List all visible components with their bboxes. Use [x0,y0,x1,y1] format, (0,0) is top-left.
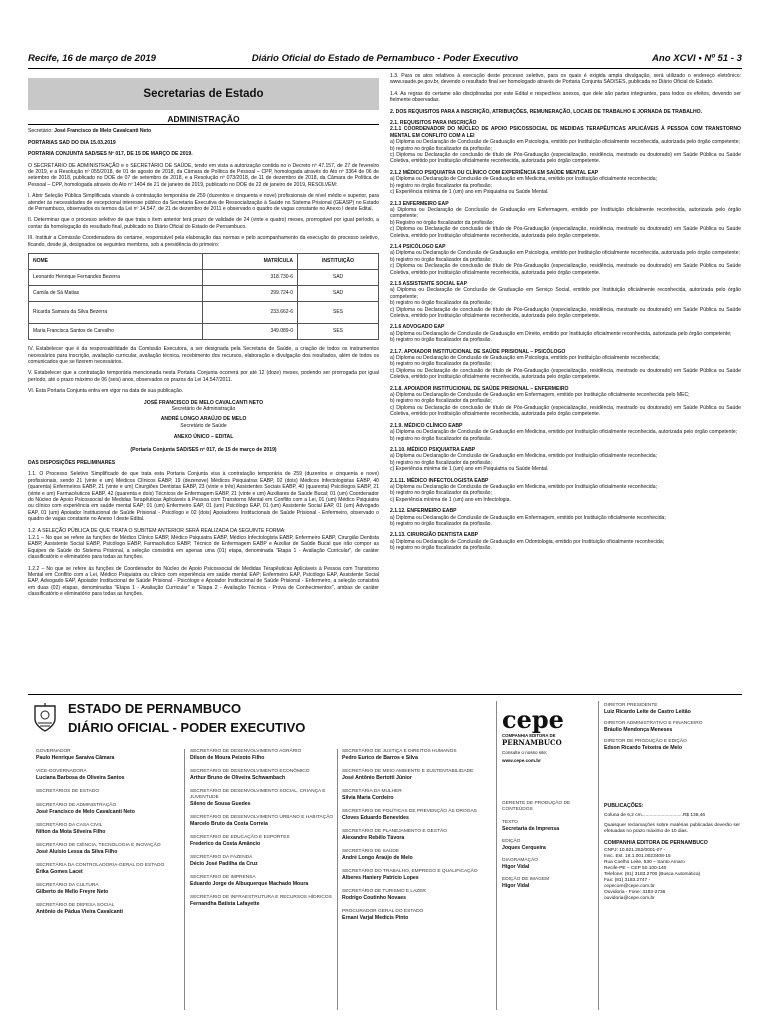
masthead-role: SECRETÁRIA DA CONTROLADORIA-GERAL DO ESTADO [36,863,165,868]
masthead-entry [190,895,335,907]
masthead-entry [36,803,186,815]
cell-matricula: 349.089-0 [203,324,298,340]
col-header-nome: NOME [29,254,203,270]
masthead-person: Rodrigo Coutinho Novaes [342,895,406,901]
table-row [29,302,379,324]
masthead-entry [36,749,186,761]
masthead-entry [342,749,492,761]
paragraph: III. Instituir a Comissão Coordenadora do certame, responsável pela elaboração das normas e pelo acompanhamento da execução do processo seletivo, ficando, desde já, designados os seguintes membros, sob a presidência do primeiro: [28,235,379,248]
company-details [604,848,740,902]
cepe-pe: PERNAMBUCO [502,738,562,747]
masthead-subtitle: DIÁRIO OFICIAL - PODER EXECUTIVO [68,720,306,735]
masthead-role: SECRETÁRIO DE DESENVOLVIMENTO AGRÁRIO [190,749,302,754]
masthead-person: Gilberto de Mello Freyre Neto [36,889,109,895]
masthead-footer [28,694,742,1014]
requirements-text: a) Diploma ou Declaração de Conclusão de Graduação em Direito, emitido por Instituição oficialmente reconhecida, autorizada pelo órgão competente; b) registro no órgão fiscalizador da profissão. [390,330,732,344]
subsection-heading: 2.1.8. APOIADOR INSTITUCIONAL DE SAÚDE PRISIONAL – ENFERMEIRO [390,385,569,392]
subsection-heading: 2.1.4 PSICÓLOGO EAP [390,243,446,250]
masthead-role: SECRETÁRIO DE POLÍTICAS DE PREVENÇÃO ÀS DROGAS [342,809,477,814]
masthead-role: SECRETÁRIO DE MEIO AMBIENTE E SUSTENTABILIDADE [342,769,474,774]
masthead-role: SECRETÁRIO DE PLANEJAMENTO E GESTÃO [342,829,447,834]
portaria-title: PORTARIA CONJUNTA SAD/SES Nº 017, DE 15 DE MARÇO DE 2019. [28,151,193,158]
masthead-entry [342,809,492,821]
masthead-entry [502,820,592,832]
divider [598,701,599,1010]
subsection-heading: 2.1.3 ENFERMEIRO EAP [390,200,449,207]
masthead-role: SECRETÁRIO DE ADMINISTRAÇÃO [36,803,117,808]
company-detail-line: cepecom@cepe.com.br [604,884,655,889]
paragraph: IV. Estabelecer que é da responsabilidade da Comissão Executora, a ser designada pela Secretaria de Saúde, a criação de todos os instrumentos necessários para inscrição, avaliação curricular, avaliação técnica, recebimento dos recursos, elaboração e divulgação dos resultados, além de todos os comunicados que se fizerem necessários. [28,346,379,365]
masthead-person: Frederico da Costa Amâncio [190,841,261,847]
masthead-role: EDIÇÃO DE IMAGEM [502,877,550,882]
cell-nome: Leonardo Henrique Fernandes Bezerra [29,270,203,286]
masthead-role: DIAGRAMAÇÃO [502,858,538,863]
table-row [29,270,379,286]
masthead-entry [36,903,186,915]
masthead-entry [190,855,335,867]
masthead-person: Luiz Ricardo Leite de Castro Leitão [604,709,691,715]
commission-table [28,253,379,340]
requirements-text: a) Diploma ou Declaração de Conclusão de Graduação em Serviço Social, emitido por Instituição oficialmente reconhecida, autorizada pelo órgão competente; b) registro no órgão fiscalizador da profissão; c) Diploma ou Declaração de conclusão de título de Pós-Graduação (especialização, residência, mestrado ou doutorado) em Saúde Pública ou Saúde Coletiva, emitido por Instituição oficialmente reconhecida, autorizada pelo órgão competente. [390,287,741,319]
masthead-entry [36,823,186,835]
masthead-person: Sileno de Sousa Guedes [190,801,251,807]
masthead-entry [190,769,335,781]
masthead-person: Higor Vidal [502,864,530,870]
cepe-wordmark: cepe [502,705,564,734]
signature-name: ANDRÉ LONGO ARAÚJO DE MELO [160,416,247,423]
masthead-entry [342,889,492,901]
company-detail-line: Insc. Est. 18.1.001.0023408-15 [604,854,671,859]
masthead-entry [36,789,186,795]
masthead-title: ESTADO DE PERNAMBUCO [68,701,242,716]
company-detail-line: Telefone: (81) 3183.2700 (Busca Automática) [604,872,701,877]
annex-title: ANEXO ÚNICO – EDITAL [173,434,234,441]
masthead-person: Luciana Barbosa de Oliveira Santos [36,775,125,781]
masthead-entry [502,839,592,851]
secretary-name: José Francisco de Melo Cavalcanti Neto [54,128,152,135]
cell-instituicao: SES [298,302,379,324]
masthead-role: GOVERNADOR [36,749,71,754]
masthead-person: Silvia Maria Cordeiro [342,795,394,801]
masthead-role: SECRETÁRIO DE JUSTIÇA E DIREITOS HUMANOS [342,749,457,754]
masthead-person: Secretaria de Imprensa [502,826,560,832]
masthead-role: SECRETÁRIO DE DESENVOLVIMENTO SOCIAL, CRIANÇA E JUVENTUDE [190,789,326,800]
masthead-role: DIRETOR ADMINISTRATIVO E FINANCEIRO [604,721,703,726]
masthead-entry [36,863,186,875]
masthead-entry [190,875,335,887]
paragraph: VI. Esta Portaria Conjunta entra em vigor na data de sua publicação. [28,388,184,395]
masthead-person: José Francisco de Melo Cavalcanti Neto [36,809,135,815]
cell-nome: Ricarda Samara da Silva Bezerra [29,302,203,324]
signature-role: Secretário de Saúde [180,422,227,429]
divider [337,749,338,1010]
signature-role: Secretário de Administração [171,405,236,412]
subsection-heading: 2.1.9. MÉDICO CLÍNICO EABP [390,422,463,429]
publications-box [604,803,740,902]
cell-instituicao: SAD [298,270,379,286]
masthead-person: Cloves Eduardo Benevides [342,815,409,821]
masthead-entry [604,739,734,751]
cell-nome: Maria Francisca Santos de Carvalho [29,324,203,340]
portarias-line: PORTARIAS SAD DO DIA 15.03.2019 [28,139,116,146]
cell-matricula: 318.730-6 [203,270,298,286]
secretary-line: Secretário: José Francisco de Melo Cavalcanti Neto [28,128,152,135]
masthead-role: SECRETÁRIO DE SAÚDE [342,849,400,854]
masthead-person: Antônio de Pádua Vieira Cavalcanti [36,909,123,915]
masthead-role: SECRETÁRIO DE DESENVOLVIMENTO URBANO E HABITAÇÃO [190,815,334,820]
page-header [28,53,742,67]
site-link[interactable]: www.cepe.com.br [502,758,541,763]
masthead-entry [342,849,492,861]
subsection-heading: 2.1.12. ENFERMEIRO EABP [390,508,457,515]
department-title: ADMINISTRAÇÃO [28,116,379,125]
section-heading: 2. DOS REQUISITOS PARA A INSCRIÇÃO, ATRIBUIÇÕES, REMUNERAÇÃO, LOCAIS DE TRABALHO E JORNADA DE TRABALHO. [390,108,703,115]
company-detail-line: Rua Coelho Leite, 530 – Santo Amaro [604,860,685,865]
masthead-entry [36,769,186,781]
masthead-entry [36,843,186,855]
requirements-text: a) Diploma ou Declaração de Conclusão de Graduação em Psicologia, emitido por Instituição oficialmente reconhecida, autorizada pelo órgão competente; b) registro no órgão fiscalizador da profissão; c) Diploma ou Declaração de conclusão de título de Pós-Graduação (especialização, residência, mestrado ou doutorado) em Saúde Pública ou Saúde Coletiva, emitido por Instituição oficialmente reconhecida, autorizada pelo órgão competente. [390,139,741,165]
masthead-entry [604,721,734,733]
masthead-person: Marcelo Bruto da Costa Correia [190,821,268,827]
paragraph: O SECRETÁRIO DE ADMINISTRAÇÃO e o SECRETÁRIO DE SAÚDE, tendo em vista a autorização contida no o Decreto nº 47.157, de 27 de fevereiro de 2019, e a Resolução nº 055/2018, de 01 de agosto de 2018, da Câmara de Política de Pessoal – CPP, homologada através do Ato nº 3364 de 06 de setembro de 2018, publicado no DOE de 07 de setembro de 2018, e a Resolução nº 073/2018, de 11 de dezembro de 2018, da Câmara de Política de Pessoal – CPP, homologada através do Ato nº 1404 de 21 de janeiro de 2019, publicado no DOE de 22 de janeiro de 2019, RESOLVEM: [28,162,379,188]
masthead-entry [502,858,592,870]
subsection-heading: 2.1.13. CIRURGIÃO DENTISTA EABP [390,532,479,539]
paragraph: 1.3. Para os atos relativos à execução deste processo seletivo, para os quais é exigida ampla divulgação, será utilizado o endereço eletrônico: www.saude.pe.gov.br, devendo o resultado final ser homologado através de Portaria Conjunta SAD/SES, publicada no Diário Oficial do Estado. [390,73,741,86]
masthead-entry [190,749,335,761]
masthead-role: SECRETÁRIO DA CULTURA [36,883,99,888]
masthead-role: EDIÇÃO [502,839,521,844]
requirements-text: a) Diploma ou Declaração de Conclusão de Graduação em Medicina, emitido por Instituição oficialmente reconhecida, autorizada pelo órgão competente; b) registro no órgão fiscalizador da profissão. [390,429,738,442]
state-coat-of-arms-icon [32,703,58,733]
subsection-heading: 2.1.6 ADVOGADO EAP [390,324,445,331]
masthead-person: Eduardo Jorge de Albuquerque Machado Moura [190,881,309,887]
company-detail-line: CNPJ: 10.921.252/0001-07 - [604,848,666,853]
masthead-entry [342,829,492,841]
masthead-role: SECRETÁRIO DE INFRAESTRUTURA E RECURSOS HÍDRICOS [190,895,332,900]
paragraph: V. Estabelecer que a contratação temporária mencionada nesta Portaria Conjunta ocorrerá por até 12 (doze) meses, podendo ser prorrogada por igual período, até o prazo máximo de 06 (seis) anos, observados os prazos da Lei 14.547/2011. [28,370,379,383]
right-column [390,73,741,557]
table-header-row [29,254,379,270]
left-column [28,73,379,603]
signature-name: JOSÉ FRANCISCO DE MELO CAVALCANTI NETO [143,399,264,406]
masthead-person: Fernandha Batista Lafayette [190,901,260,907]
masthead-col-4 [502,801,592,896]
subsection-heading: 2.1.1 COORDENADOR DO NÚCLEO DE APOIO PSICOSSOCIAL DE MEDIDAS TERAPÊUTICAS APLICÁVEIS À PESSOA COM TRANSTORNO MENTAL EM CONFLITO COM A LEI [390,126,741,139]
publications-price: Coluna de 6,2 cm...............................R$ 138,46 [604,813,706,818]
masthead-entry [502,877,592,889]
requirements-text: a) Diploma ou Declaração de Conclusão de Graduação em Enfermagem, emitido por Instituição oficialmente reconhecida, autorizada pelo órgão competente; b) Registro no órgão fiscalizador da profissão; c) Diploma ou Declaração de conclusão de título de Pós-Graduação (especialização, residência, mestrado ou doutorado) em Saúde Pública ou Saúde Coletiva, emitido por Instituição oficialmente reconhecida, autorizada pelo órgão competente. [390,206,741,239]
masthead-person: Alberes Haniery Patrício Lopes [342,875,419,881]
masthead-person: Décio José Padilha da Cruz [190,861,258,867]
cell-instituicao: SES [298,324,379,340]
masthead-role: SECRETÁRIO DE TURISMO E LAZER [342,889,426,894]
cell-nome: Camila de Sá Matias [29,286,203,302]
company-detail-line: Recife-PE – CEP 50.100-140 [604,866,667,871]
paragraph: 1.2.1 – No que se refere às funções de Médico Clínico EABP, Médico Psiquiatra EABP, Médico Infectologista EABP, Enfermeiro EABP, Cirurgião Dentista EABP, Assistente Social EABP, Psicólogo EABP, Farmacêutico EABP, Técnico de Enfermagem EABP e Auxiliar de Saúde Bucal que irão compor as Equipes de Saúde do Sistema Prisional, a seleção consistirá em apenas uma (01) etapa, denominada "Etapa 1 - Avaliação Curricular", de caráter classificatório e eliminatório para todas as funções. [28,535,379,561]
company-detail-line: Ouvidoria - Fone: 3183-2736 [604,890,666,895]
masthead-person: Bráulio Mendonça Meneses [604,727,673,733]
paragraph: I. Abrir Seleção Pública Simplificada visando à contratação temporária de 259 (duzentos e cinquenta e nove) profissionais de nível médio e superior, para atender às necessidades de excepcional interesse público da Secretaria Executiva de Ressocialização à Saúde no Sistema Prisional (GEASP) no Estado de Pernambuco, observados os termos da Lei nº 14.547, de 21 de dezembro de 2011 e observado o quadro de vagas constante no Anexo I deste Edital. [28,193,379,213]
subsection-heading: 2.1.11. MÉDICO INFECTOLOGISTA EABP [390,477,489,484]
table-row [29,324,379,340]
cepe-logo [502,705,592,763]
masthead-entry [604,703,734,715]
annex-subtitle: (Portaria Conjunta SAD/SES nº 017, de 15 de março de 2019) [130,446,277,453]
masthead-entry [190,815,335,827]
requirements-text: a) Diploma ou Declaração de Conclusão de Graduação em Medicina, emitido por Instituição oficialmente reconhecida; b) registro no órgão fiscalizador da profissão; c) Experiência mínima de 1 (um) ano em Psiquiatria ou Saúde Mental. [390,176,657,196]
col-header-matricula: MATRÍCULA [203,254,298,270]
masthead-role: SECRETÁRIO DE IMPRENSA [190,875,256,880]
masthead-person: Alexandre Rebêlo Távora [342,835,405,841]
company-name: COMPANHIA EDITORA DE PERNAMBUCO [604,840,708,846]
masthead-role: SECRETÁRIA DA MULHER [342,789,402,794]
masthead-entry [342,769,492,781]
requirements-text: a) Diploma ou Declaração de Conclusão de Graduação em Psicologia, emitido por Instituição oficialmente reconhecida; b) registro no órgão fiscalizador da profissão; c) Diploma ou Declaração de conclusão de título de Pós-Graduação (especialização, residência, mestrado ou doutorado) em Saúde Pública ou Saúde Coletiva, emitido por Instituição oficialmente reconhecida, autorizada pelo órgão competente. [390,355,741,381]
masthead-person: Arthur Bruno de Oliveira Schwambach [190,775,286,781]
requirements-text: a) Diploma ou Declaração de Conclusão de Graduação em Enfermagem, emitido por Instituição oficialmente reconhecida; b) registro no órgão fiscalizador da profissão. [390,514,666,527]
masthead-col-1 [36,749,186,923]
masthead-person: Joques Cerqueira [502,845,546,851]
header-edition: Ano XCVI • Nº 51 - 3 [651,53,742,64]
section-title: Secretarias de Estado [28,78,379,110]
masthead-person: Pedro Eurico de Barros e Silva [342,755,418,761]
masthead-col-3 [342,749,492,929]
requirements-text: a) Diploma ou Declaração de Conclusão de Graduação em Psicologia, emitido por Instituição oficialmente reconhecida, autorizada pelo órgão competente; b) registro no órgão fiscalizador da profissão; c) Diploma ou Declaração de conclusão de título de Pós-Graduação (especialização, residência, mestrado ou doutorado) em Saúde Pública ou Saúde Coletiva, emitido por Instituição oficialmente reconhecida, autorizada pelo órgão competente. [390,250,741,276]
paragraph: 1.1. O Processo Seletivo Simplificado de que trata esta Portaria Conjunta visa à contratação temporária de 259 (duzentos e cinquenta e nove) profissionais, sendo 21 (vinte e um) Médicos Clínicos EABP, 19 (dezenove) Médicos Psiquiatras EABP, 02 (dois) Médicos Infectologistas EABP, 40 (quarenta) Enfermeiros EABP, 21 (vinte e um) Cirurgiões Dentistas EABP, 23 (vinte e três) Assistentes Sociais EABP, 40 (quarenta) Psicólogos EABP, 21 (vinte e um) Farmacêuticos EABP, 42 (quarenta e dois) Técnicos de Enfermagem EABP, 21 (vinte e um) Auxiliares de Saúde Bucal; 01 (um) Coordenador do Núcleo de Apoio Psicossocial de Medidas Terapêuticas Aplicáveis à Pessoa com Transtorno Mental em Conflito com a Lei, 01 (um) Médico Psiquiatra ou clínico com experiência em saúde mental EAP; 01 (um) Enfermeiro EAP, 01 (um) Psicólogo EAP, 01 (um) Assistente Social EAP, 01 (um) Advogado EAP, 01 (um) Apoiador Institucional de Saúde Prisional - Psicólogo e 02 (dois) Apoiadores Institucionais de Saúde Prisional - Enfermeiro, observado o quadro de vagas constante no Anexo I deste Edital. [28,471,379,523]
masthead-col-5 [604,703,734,757]
masthead-person: Nilton da Mota Silveira Filho [36,829,106,835]
table-row [29,286,379,302]
masthead-role: SECRETÁRIO DE DEFESA SOCIAL [36,903,115,908]
cepe-sub: COMPANHIA EDITORA DE [502,733,556,738]
subsection-heading: 2.1.7. APOIADOR INSTITUCIONAL DE SAÚDE PRISIONAL – PSICÓLOGO [390,348,566,355]
header-title: Diário Oficial do Estado de Pernambuco - Poder Executivo [251,53,519,64]
masthead-person: Paulo Henrique Saraiva Câmara [36,755,115,761]
masthead-role: SECRETÁRIO DO TRABALHO, EMPREGO E QUALIFICAÇÃO [342,869,478,874]
section-heading: DAS DISPOSIÇÕES PRELIMINARES [28,459,116,466]
cell-matricula: 299.724-0 [203,286,298,302]
masthead-role: DIRETOR PRESIDENTE [604,703,658,708]
masthead-col-2 [190,749,335,915]
company-detail-line: ouvidoria@cepe.com.br [604,896,655,901]
masthead-role: SECRETÁRIO DE EDUCAÇÃO E ESPORTES [190,835,290,840]
subsection-heading: 2.1. REQUISITOS PARA INSCRIÇÃO [390,120,477,127]
masthead-person: André Longo Araújo de Melo [342,855,413,861]
subsection-heading: 2.1.2 MÉDICO PSIQUIATRA OU CLÍNICO COM EXPERIÊNCIA EM SAÚDE MENTAL EAP [390,169,599,176]
masthead-role: SECRETÁRIO DE CIÊNCIA, TECNOLOGIA E INOVAÇÃO [36,843,161,848]
requirements-text: a) Diploma ou Declaração de Conclusão de Graduação em Odontologia, emitido por Instituição oficialmente reconhecida; b) registro no órgão fiscalizador da profissão. [390,538,665,552]
cell-matricula: 233.662-6 [203,302,298,324]
col-header-instituicao: INSTITUIÇÃO [298,254,379,270]
masthead-role: GERENTE DE PRODUÇÃO DE CONTEÚDOS [502,801,571,812]
site-label: Consulte o nosso site: [502,750,548,755]
subsection-heading: 2.1.5 ASSISTENTE SOCIAL EAP [390,280,467,287]
masthead-role: SECRETÁRIO DA CASA CIVIL [36,823,103,828]
masthead-role: TEXTO [502,820,518,825]
masthead-person: Érika Gomes Lacet [36,869,83,875]
masthead-entry [342,789,492,801]
subsection-heading: 2.1.10. MÉDICO PSIQUIATRA EABP [390,446,476,453]
masthead-role: DIRETOR DE PRODUÇÃO E EDIÇÃO [604,739,687,744]
masthead-entry [502,801,592,813]
company-detail-line: Fax: (81) 3183.2747 - [604,878,651,883]
masthead-entry [342,909,492,921]
masthead-person: Edson Ricardo Teixeira de Melo [604,745,683,751]
masthead-role: SECRETÁRIOS DE ESTADO [36,789,100,794]
requirements-text: a) Diploma ou Declaração de Conclusão de Graduação em Enfermagem, emitido por Instituição oficialmente reconhecida pelo MEC; b) registro no órgão fiscalizador da profissão; c) Diploma ou Declaração de conclusão de título de Pós-Graduação (especialização, residência, mestrado ou doutorado) em Saúde Pública ou Saúde Coletiva, emitido por Instituição oficialmente reconhecida, autorizada pelo órgão competente. [390,392,741,418]
masthead-role: SECRETÁRIO DA FAZENDA [190,855,253,860]
requirements-text: a) Diploma ou Declaração de Conclusão de Graduação em Medicina, emitido por Instituição oficialmente reconhecida; b) registro no órgão fiscalizador da profissão; c) Experiência mínima de 1 (um) ano em Psiquiatria ou Saúde Mental. [390,453,657,473]
masthead-person: Higor Vidal [502,883,530,889]
paragraph: 1.2. A SELEÇÃO PÚBLICA DE QUE TRATA O SUBITEM ANTERIOR SERÁ REALIZADA DA SEGUINTE FORMA: [28,527,286,534]
header-date: Recife, 16 de março de 2019 [28,53,156,64]
divider [496,701,497,1010]
divider [184,749,185,1010]
paragraph: 1.2.2 – No que se refere às funções de Coordenador do Núcleo de Apoio Psicossocial de Medidas Terapêuticas Aplicáveis à Pessoa com Transtorno Mental em Conflito com a Lei, Médico Psiquiatra ou clínico com experiência em saúde mental EAP; Enfermeiro EAP, Psicólogo EAP, Assistente Social EAP, Advogado EAP, Apoiador Institucional de Saúde Prisional - Psicólogo e Apoiador Institucional de Saúde Prisional - Enfermeiro, a seleção consistirá em duas (02) etapas, denominadas "Etapa 1 - Avaliação Curricular" e "Etapa 2 - Avaliação Técnica - Prova de Conhecimentos", ambas de caráter classificatório e eliminatório para todas as funções. [28,565,379,598]
paragraph: II. Determinar que o processo seletivo de que trata o item anterior terá prazo de validade de 24 (vinte e quatro) meses, prorrogável por igual período, a contar da homologação do resultado final, publicado no Diário Oficial do Estado de Pernambuco. [28,217,379,230]
masthead-person: José Aluísio Lessa da Silva Filho [36,849,118,855]
publications-title: PUBLICAÇÕES: [604,803,644,809]
paragraph: 1.4. As regras do certame são disciplinadas por este Edital e respectivos anexos, que dele são partes integrantes, para todos os efeitos, devendo ser fielmente observadas. [390,90,741,104]
masthead-entry [36,883,186,895]
masthead-role: VICE-GOVERNADORA [36,769,87,774]
masthead-person: Dilson de Moura Peixoto Filho [190,755,265,761]
masthead-entry [342,869,492,881]
masthead-entry [190,789,335,807]
cell-instituicao: SAD [298,286,379,302]
masthead-entry [190,835,335,847]
header-rule [28,68,742,69]
requirements-text: a) Diploma ou Declaração de Conclusão de Graduação em Medicina, emitido por Instituição oficialmente reconhecida; b) registro no órgão fiscalizador da profissão; c) Experiência mínima de 1 (um) ano em Infectologia. [390,483,657,503]
masthead-person: Ernani Varjal Medicis Pinto [342,915,409,921]
publications-note: Quaisquer reclamações sobre matérias publicadas deverão ser efetuadas no prazo máximo de 10 dias. [604,823,740,834]
masthead-role: SECRETÁRIO DE DESENVOLVIMENTO ECONÔMICO [190,769,310,774]
masthead-person: José Antônio Bertotti Júnior [342,775,412,781]
masthead-role: PROCURADOR GERAL DO ESTADO [342,909,424,914]
